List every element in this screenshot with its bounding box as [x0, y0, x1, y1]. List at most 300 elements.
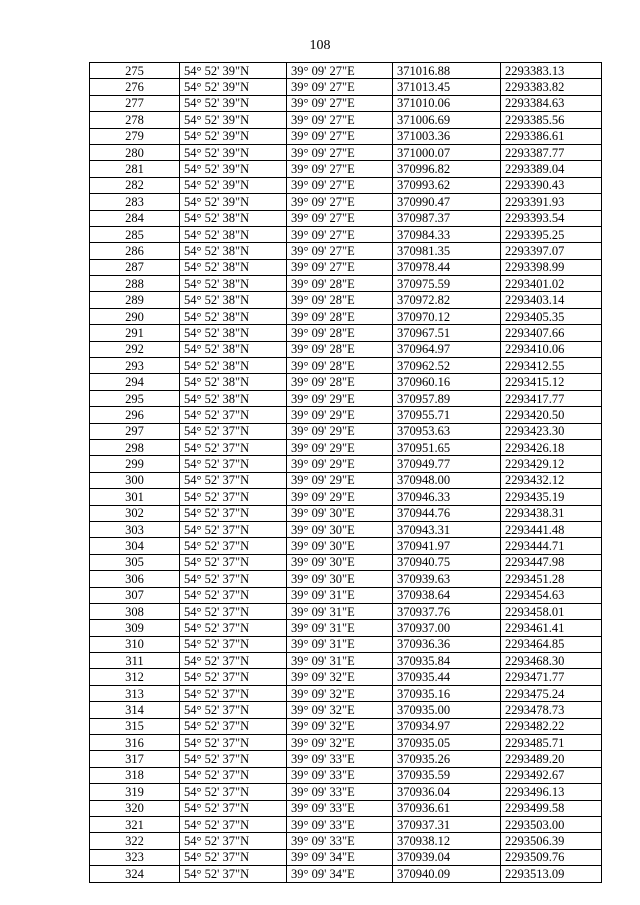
point-number-cell: 298 [90, 439, 180, 455]
point-number-cell: 276 [90, 79, 180, 95]
latitude-cell: 54° 52' 37"N [180, 620, 287, 636]
point-number-cell: 306 [90, 571, 180, 587]
y-coordinate-cell: 2293410.06 [501, 341, 602, 357]
latitude-cell: 54° 52' 37"N [180, 669, 287, 685]
table-row [90, 423, 602, 439]
longitude-cell: 39° 09' 32"E [287, 702, 393, 718]
table-row [90, 751, 602, 767]
point-number-cell: 315 [90, 718, 180, 734]
point-number-cell: 310 [90, 636, 180, 652]
table-row [90, 439, 602, 455]
table-row [90, 177, 602, 193]
table-row [90, 390, 602, 406]
table-row [90, 636, 602, 652]
table-row [90, 571, 602, 587]
point-number-cell: 299 [90, 456, 180, 472]
y-coordinate-cell: 2293468.30 [501, 653, 602, 669]
table-row [90, 374, 602, 390]
point-number-cell: 314 [90, 702, 180, 718]
y-coordinate-cell: 2293485.71 [501, 735, 602, 751]
table-row [90, 554, 602, 570]
point-number-cell: 278 [90, 112, 180, 128]
x-coordinate-cell: 370967.51 [393, 325, 501, 341]
y-coordinate-cell: 2293478.73 [501, 702, 602, 718]
table-row [90, 472, 602, 488]
table-row [90, 407, 602, 423]
latitude-cell: 54° 52' 38"N [180, 226, 287, 242]
y-coordinate-cell: 2293435.19 [501, 489, 602, 505]
latitude-cell: 54° 52' 38"N [180, 341, 287, 357]
table-row [90, 653, 602, 669]
point-number-cell: 324 [90, 866, 180, 882]
longitude-cell: 39° 09' 30"E [287, 554, 393, 570]
point-number-cell: 321 [90, 816, 180, 832]
longitude-cell: 39° 09' 29"E [287, 423, 393, 439]
latitude-cell: 54° 52' 37"N [180, 784, 287, 800]
x-coordinate-cell: 370951.65 [393, 439, 501, 455]
point-number-cell: 277 [90, 95, 180, 111]
y-coordinate-cell: 2293417.77 [501, 390, 602, 406]
longitude-cell: 39° 09' 27"E [287, 63, 393, 79]
longitude-cell: 39° 09' 28"E [287, 292, 393, 308]
latitude-cell: 54° 52' 39"N [180, 128, 287, 144]
point-number-cell: 290 [90, 308, 180, 324]
x-coordinate-cell: 370935.26 [393, 751, 501, 767]
point-number-cell: 308 [90, 603, 180, 619]
longitude-cell: 39° 09' 29"E [287, 390, 393, 406]
table-row [90, 325, 602, 341]
x-coordinate-cell: 370937.31 [393, 816, 501, 832]
y-coordinate-cell: 2293386.61 [501, 128, 602, 144]
y-coordinate-cell: 2293389.04 [501, 161, 602, 177]
x-coordinate-cell: 370993.62 [393, 177, 501, 193]
coordinates-table [89, 62, 602, 883]
x-coordinate-cell: 370936.36 [393, 636, 501, 652]
point-number-cell: 309 [90, 620, 180, 636]
x-coordinate-cell: 370938.12 [393, 833, 501, 849]
longitude-cell: 39° 09' 33"E [287, 833, 393, 849]
table-row [90, 358, 602, 374]
point-number-cell: 281 [90, 161, 180, 177]
x-coordinate-cell: 370962.52 [393, 358, 501, 374]
x-coordinate-cell: 371013.45 [393, 79, 501, 95]
y-coordinate-cell: 2293475.24 [501, 685, 602, 701]
point-number-cell: 300 [90, 472, 180, 488]
point-number-cell: 323 [90, 849, 180, 865]
table-row [90, 456, 602, 472]
x-coordinate-cell: 370975.59 [393, 276, 501, 292]
latitude-cell: 54° 52' 37"N [180, 423, 287, 439]
latitude-cell: 54° 52' 39"N [180, 144, 287, 160]
y-coordinate-cell: 2293513.09 [501, 866, 602, 882]
longitude-cell: 39° 09' 27"E [287, 95, 393, 111]
table-row [90, 521, 602, 537]
table-row [90, 603, 602, 619]
longitude-cell: 39° 09' 27"E [287, 79, 393, 95]
y-coordinate-cell: 2293398.99 [501, 259, 602, 275]
longitude-cell: 39° 09' 30"E [287, 571, 393, 587]
latitude-cell: 54° 52' 39"N [180, 79, 287, 95]
point-number-cell: 305 [90, 554, 180, 570]
latitude-cell: 54° 52' 37"N [180, 407, 287, 423]
x-coordinate-cell: 370935.59 [393, 767, 501, 783]
longitude-cell: 39° 09' 27"E [287, 161, 393, 177]
longitude-cell: 39° 09' 33"E [287, 751, 393, 767]
y-coordinate-cell: 2293420.50 [501, 407, 602, 423]
longitude-cell: 39° 09' 28"E [287, 374, 393, 390]
x-coordinate-cell: 370935.05 [393, 735, 501, 751]
longitude-cell: 39° 09' 27"E [287, 112, 393, 128]
x-coordinate-cell: 371006.69 [393, 112, 501, 128]
table-row [90, 63, 602, 79]
y-coordinate-cell: 2293496.13 [501, 784, 602, 800]
y-coordinate-cell: 2293384.63 [501, 95, 602, 111]
table-row [90, 276, 602, 292]
y-coordinate-cell: 2293407.66 [501, 325, 602, 341]
latitude-cell: 54° 52' 37"N [180, 554, 287, 570]
longitude-cell: 39° 09' 33"E [287, 767, 393, 783]
point-number-cell: 317 [90, 751, 180, 767]
point-number-cell: 294 [90, 374, 180, 390]
longitude-cell: 39° 09' 27"E [287, 210, 393, 226]
longitude-cell: 39° 09' 31"E [287, 587, 393, 603]
x-coordinate-cell: 370978.44 [393, 259, 501, 275]
longitude-cell: 39° 09' 27"E [287, 144, 393, 160]
longitude-cell: 39° 09' 29"E [287, 489, 393, 505]
table-row [90, 112, 602, 128]
table-row [90, 735, 602, 751]
longitude-cell: 39° 09' 28"E [287, 276, 393, 292]
table-row [90, 816, 602, 832]
latitude-cell: 54° 52' 38"N [180, 358, 287, 374]
point-number-cell: 282 [90, 177, 180, 193]
x-coordinate-cell: 370939.04 [393, 849, 501, 865]
x-coordinate-cell: 370938.64 [393, 587, 501, 603]
x-coordinate-cell: 370944.76 [393, 505, 501, 521]
point-number-cell: 316 [90, 735, 180, 751]
point-number-cell: 285 [90, 226, 180, 242]
x-coordinate-cell: 370936.04 [393, 784, 501, 800]
longitude-cell: 39° 09' 32"E [287, 685, 393, 701]
x-coordinate-cell: 371000.07 [393, 144, 501, 160]
longitude-cell: 39° 09' 27"E [287, 128, 393, 144]
longitude-cell: 39° 09' 34"E [287, 866, 393, 882]
table-row [90, 161, 602, 177]
latitude-cell: 54° 52' 39"N [180, 112, 287, 128]
point-number-cell: 297 [90, 423, 180, 439]
y-coordinate-cell: 2293383.82 [501, 79, 602, 95]
y-coordinate-cell: 2293412.55 [501, 358, 602, 374]
latitude-cell: 54° 52' 37"N [180, 702, 287, 718]
point-number-cell: 292 [90, 341, 180, 357]
y-coordinate-cell: 2293444.71 [501, 538, 602, 554]
page-number: 108 [309, 38, 331, 53]
table-row [90, 800, 602, 816]
y-coordinate-cell: 2293401.02 [501, 276, 602, 292]
point-number-cell: 313 [90, 685, 180, 701]
y-coordinate-cell: 2293506.39 [501, 833, 602, 849]
latitude-cell: 54° 52' 37"N [180, 521, 287, 537]
latitude-cell: 54° 52' 38"N [180, 243, 287, 259]
x-coordinate-cell: 370940.75 [393, 554, 501, 570]
x-coordinate-cell: 370935.44 [393, 669, 501, 685]
y-coordinate-cell: 2293390.43 [501, 177, 602, 193]
table-row [90, 259, 602, 275]
point-number-cell: 284 [90, 210, 180, 226]
x-coordinate-cell: 371016.88 [393, 63, 501, 79]
latitude-cell: 54° 52' 37"N [180, 538, 287, 554]
y-coordinate-cell: 2293461.41 [501, 620, 602, 636]
y-coordinate-cell: 2293426.18 [501, 439, 602, 455]
y-coordinate-cell: 2293415.12 [501, 374, 602, 390]
latitude-cell: 54° 52' 37"N [180, 571, 287, 587]
latitude-cell: 54° 52' 37"N [180, 587, 287, 603]
longitude-cell: 39° 09' 29"E [287, 472, 393, 488]
x-coordinate-cell: 371010.06 [393, 95, 501, 111]
latitude-cell: 54° 52' 37"N [180, 866, 287, 882]
point-number-cell: 293 [90, 358, 180, 374]
latitude-cell: 54° 52' 39"N [180, 161, 287, 177]
y-coordinate-cell: 2293403.14 [501, 292, 602, 308]
latitude-cell: 54° 52' 37"N [180, 456, 287, 472]
longitude-cell: 39° 09' 29"E [287, 407, 393, 423]
y-coordinate-cell: 2293405.35 [501, 308, 602, 324]
longitude-cell: 39° 09' 32"E [287, 735, 393, 751]
longitude-cell: 39° 09' 30"E [287, 521, 393, 537]
latitude-cell: 54° 52' 37"N [180, 603, 287, 619]
table-row [90, 79, 602, 95]
latitude-cell: 54° 52' 37"N [180, 439, 287, 455]
latitude-cell: 54° 52' 39"N [180, 177, 287, 193]
longitude-cell: 39° 09' 27"E [287, 177, 393, 193]
y-coordinate-cell: 2293438.31 [501, 505, 602, 521]
y-coordinate-cell: 2293447.98 [501, 554, 602, 570]
latitude-cell: 54° 52' 37"N [180, 505, 287, 521]
x-coordinate-cell: 370936.61 [393, 800, 501, 816]
longitude-cell: 39° 09' 31"E [287, 620, 393, 636]
x-coordinate-cell: 370949.77 [393, 456, 501, 472]
longitude-cell: 39° 09' 32"E [287, 669, 393, 685]
table-row [90, 685, 602, 701]
table-row [90, 833, 602, 849]
latitude-cell: 54° 52' 37"N [180, 685, 287, 701]
longitude-cell: 39° 09' 31"E [287, 603, 393, 619]
longitude-cell: 39° 09' 33"E [287, 816, 393, 832]
point-number-cell: 311 [90, 653, 180, 669]
y-coordinate-cell: 2293432.12 [501, 472, 602, 488]
x-coordinate-cell: 370957.89 [393, 390, 501, 406]
x-coordinate-cell: 370953.63 [393, 423, 501, 439]
x-coordinate-cell: 370937.76 [393, 603, 501, 619]
table-row [90, 505, 602, 521]
y-coordinate-cell: 2293499.58 [501, 800, 602, 816]
latitude-cell: 54° 52' 37"N [180, 636, 287, 652]
y-coordinate-cell: 2293383.13 [501, 63, 602, 79]
point-number-cell: 304 [90, 538, 180, 554]
point-number-cell: 319 [90, 784, 180, 800]
x-coordinate-cell: 370946.33 [393, 489, 501, 505]
x-coordinate-cell: 370943.31 [393, 521, 501, 537]
x-coordinate-cell: 370935.00 [393, 702, 501, 718]
table-row [90, 702, 602, 718]
longitude-cell: 39° 09' 28"E [287, 341, 393, 357]
latitude-cell: 54° 52' 37"N [180, 800, 287, 816]
table-row [90, 226, 602, 242]
point-number-cell: 295 [90, 390, 180, 406]
point-number-cell: 283 [90, 194, 180, 210]
y-coordinate-cell: 2293429.12 [501, 456, 602, 472]
x-coordinate-cell: 370996.82 [393, 161, 501, 177]
latitude-cell: 54° 52' 38"N [180, 210, 287, 226]
longitude-cell: 39° 09' 30"E [287, 505, 393, 521]
y-coordinate-cell: 2293458.01 [501, 603, 602, 619]
table-row [90, 95, 602, 111]
y-coordinate-cell: 2293397.07 [501, 243, 602, 259]
point-number-cell: 307 [90, 587, 180, 603]
latitude-cell: 54° 52' 37"N [180, 718, 287, 734]
latitude-cell: 54° 52' 37"N [180, 849, 287, 865]
table-row [90, 292, 602, 308]
latitude-cell: 54° 52' 38"N [180, 292, 287, 308]
latitude-cell: 54° 52' 37"N [180, 816, 287, 832]
table-row [90, 144, 602, 160]
table-row [90, 341, 602, 357]
longitude-cell: 39° 09' 33"E [287, 800, 393, 816]
point-number-cell: 279 [90, 128, 180, 144]
y-coordinate-cell: 2293503.00 [501, 816, 602, 832]
y-coordinate-cell: 2293423.30 [501, 423, 602, 439]
x-coordinate-cell: 370955.71 [393, 407, 501, 423]
longitude-cell: 39° 09' 27"E [287, 194, 393, 210]
y-coordinate-cell: 2293451.28 [501, 571, 602, 587]
longitude-cell: 39° 09' 30"E [287, 538, 393, 554]
latitude-cell: 54° 52' 38"N [180, 390, 287, 406]
table-row [90, 849, 602, 865]
x-coordinate-cell: 370935.16 [393, 685, 501, 701]
latitude-cell: 54° 52' 39"N [180, 194, 287, 210]
table-row [90, 243, 602, 259]
longitude-cell: 39° 09' 28"E [287, 308, 393, 324]
table-row [90, 308, 602, 324]
longitude-cell: 39° 09' 27"E [287, 259, 393, 275]
x-coordinate-cell: 370937.00 [393, 620, 501, 636]
latitude-cell: 54° 52' 37"N [180, 833, 287, 849]
point-number-cell: 320 [90, 800, 180, 816]
x-coordinate-cell: 370939.63 [393, 571, 501, 587]
longitude-cell: 39° 09' 27"E [287, 243, 393, 259]
y-coordinate-cell: 2293391.93 [501, 194, 602, 210]
longitude-cell: 39° 09' 31"E [287, 636, 393, 652]
y-coordinate-cell: 2293393.54 [501, 210, 602, 226]
latitude-cell: 54° 52' 38"N [180, 276, 287, 292]
point-number-cell: 301 [90, 489, 180, 505]
point-number-cell: 302 [90, 505, 180, 521]
y-coordinate-cell: 2293489.20 [501, 751, 602, 767]
latitude-cell: 54° 52' 37"N [180, 751, 287, 767]
longitude-cell: 39° 09' 34"E [287, 849, 393, 865]
table-row [90, 538, 602, 554]
table-row [90, 128, 602, 144]
point-number-cell: 289 [90, 292, 180, 308]
table-row [90, 194, 602, 210]
latitude-cell: 54° 52' 38"N [180, 308, 287, 324]
x-coordinate-cell: 371003.36 [393, 128, 501, 144]
latitude-cell: 54° 52' 38"N [180, 374, 287, 390]
y-coordinate-cell: 2293441.48 [501, 521, 602, 537]
y-coordinate-cell: 2293385.56 [501, 112, 602, 128]
latitude-cell: 54° 52' 37"N [180, 472, 287, 488]
longitude-cell: 39° 09' 27"E [287, 226, 393, 242]
y-coordinate-cell: 2293482.22 [501, 718, 602, 734]
point-number-cell: 303 [90, 521, 180, 537]
latitude-cell: 54° 52' 37"N [180, 767, 287, 783]
table-row [90, 784, 602, 800]
table-row [90, 669, 602, 685]
point-number-cell: 296 [90, 407, 180, 423]
latitude-cell: 54° 52' 38"N [180, 325, 287, 341]
point-number-cell: 312 [90, 669, 180, 685]
x-coordinate-cell: 370960.16 [393, 374, 501, 390]
latitude-cell: 54° 52' 37"N [180, 735, 287, 751]
y-coordinate-cell: 2293471.77 [501, 669, 602, 685]
x-coordinate-cell: 370964.97 [393, 341, 501, 357]
y-coordinate-cell: 2293454.63 [501, 587, 602, 603]
point-number-cell: 291 [90, 325, 180, 341]
longitude-cell: 39° 09' 28"E [287, 325, 393, 341]
longitude-cell: 39° 09' 32"E [287, 718, 393, 734]
longitude-cell: 39° 09' 29"E [287, 456, 393, 472]
x-coordinate-cell: 370940.09 [393, 866, 501, 882]
longitude-cell: 39° 09' 29"E [287, 439, 393, 455]
longitude-cell: 39° 09' 28"E [287, 358, 393, 374]
point-number-cell: 287 [90, 259, 180, 275]
x-coordinate-cell: 370935.84 [393, 653, 501, 669]
table-row [90, 587, 602, 603]
table-row [90, 210, 602, 226]
longitude-cell: 39° 09' 33"E [287, 784, 393, 800]
table-row [90, 866, 602, 882]
latitude-cell: 54° 52' 38"N [180, 259, 287, 275]
y-coordinate-cell: 2293387.77 [501, 144, 602, 160]
table-row [90, 620, 602, 636]
x-coordinate-cell: 370941.97 [393, 538, 501, 554]
table-row [90, 718, 602, 734]
x-coordinate-cell: 370984.33 [393, 226, 501, 242]
latitude-cell: 54° 52' 37"N [180, 653, 287, 669]
point-number-cell: 288 [90, 276, 180, 292]
longitude-cell: 39° 09' 31"E [287, 653, 393, 669]
point-number-cell: 322 [90, 833, 180, 849]
y-coordinate-cell: 2293509.76 [501, 849, 602, 865]
coordinates-table-body [90, 63, 602, 883]
latitude-cell: 54° 52' 39"N [180, 63, 287, 79]
point-number-cell: 286 [90, 243, 180, 259]
y-coordinate-cell: 2293464.85 [501, 636, 602, 652]
x-coordinate-cell: 370981.35 [393, 243, 501, 259]
x-coordinate-cell: 370972.82 [393, 292, 501, 308]
x-coordinate-cell: 370934.97 [393, 718, 501, 734]
x-coordinate-cell: 370970.12 [393, 308, 501, 324]
y-coordinate-cell: 2293395.25 [501, 226, 602, 242]
x-coordinate-cell: 370987.37 [393, 210, 501, 226]
x-coordinate-cell: 370948.00 [393, 472, 501, 488]
latitude-cell: 54° 52' 39"N [180, 95, 287, 111]
y-coordinate-cell: 2293492.67 [501, 767, 602, 783]
x-coordinate-cell: 370990.47 [393, 194, 501, 210]
point-number-cell: 318 [90, 767, 180, 783]
table-row [90, 767, 602, 783]
point-number-cell: 275 [90, 63, 180, 79]
